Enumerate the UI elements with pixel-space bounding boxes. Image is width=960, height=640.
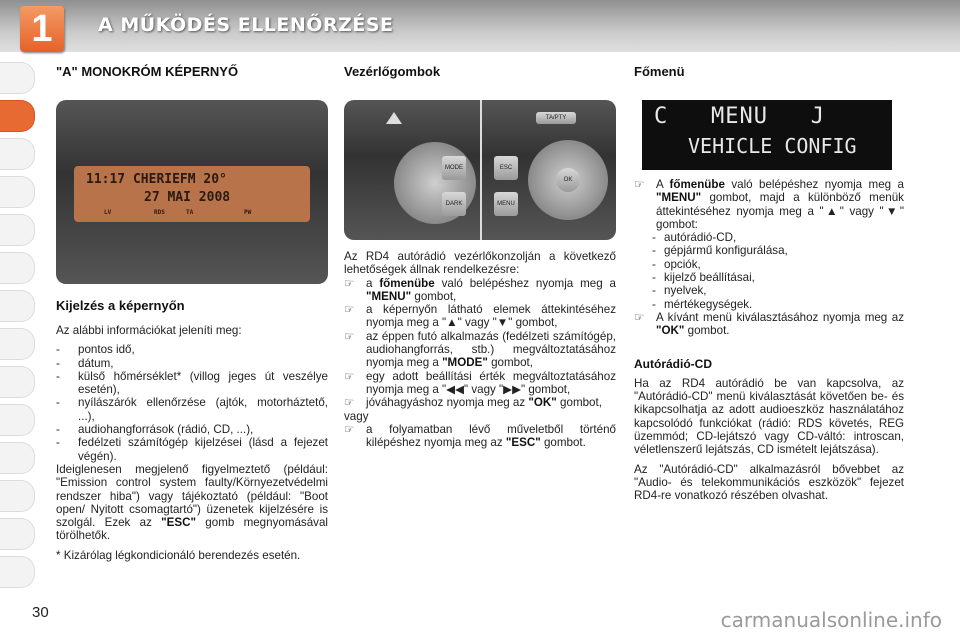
list-item: ☞ az éppen futó alkalmazás (fedélzeti számítógép, audiohangforrás, stb.) megváltoztatásához nyomja meg a "MODE" gombot, — [344, 329, 616, 370]
side-tab[interactable] — [0, 404, 35, 436]
side-tab[interactable] — [0, 252, 35, 284]
hand-pointer-icon: ☞ — [344, 276, 355, 290]
chapter-title: A MŰKÖDÉS ELLENŐRZÉSE — [98, 14, 394, 36]
list-item: - dátum, — [56, 356, 114, 370]
col1-body — [56, 324, 328, 562]
hand-pointer-icon: ☞ — [344, 303, 355, 317]
menu-list-item: - nyelvek, — [652, 284, 707, 298]
esc-button[interactable]: ESC — [494, 156, 518, 180]
watermark: carmanualsonline.info — [720, 608, 942, 632]
side-tab[interactable] — [0, 556, 35, 588]
side-tab[interactable] — [0, 290, 35, 322]
hand-pointer-icon: ☞ — [634, 310, 645, 324]
list-item: ☞ A főmenübe való belépéshez nyomja meg a "MENU" gombot, majd a különböző menük áttekintéséhez nyomja meg a "▲" vagy "▼" gombot: — [634, 178, 904, 231]
list-item: ☞ egy adott beállítási érték megváltoztatásához nyomja meg a "◀◀" vagy "▶▶" gombot, — [344, 369, 616, 396]
hand-pointer-icon: ☞ — [344, 369, 355, 383]
hand-pointer-icon: ☞ — [634, 178, 645, 191]
list-item: - külső hőmérséklet* (villog jeges út veszélye esetén), — [56, 369, 328, 397]
col2-heading: Vezérlőgombok — [344, 64, 441, 79]
footnote: * Kizárólag légkondicionáló berendezés esetén. — [56, 548, 301, 562]
list-item: ☞ a képernyőn látható elemek áttekintéséhez nyomja meg a "▲" vagy "▼" gombot, — [344, 303, 616, 330]
list-item: ☞ a főmenübe való belépéshez nyomja meg a "MENU" gombot, — [344, 276, 616, 303]
intro-text: Az alábbi információkat jeleníti meg: — [56, 324, 242, 337]
hand-pointer-icon: ☞ — [344, 422, 355, 436]
hand-pointer-icon: ☞ — [344, 329, 355, 343]
side-tab[interactable] — [0, 328, 35, 360]
list-item: - audiohangforrások (rádió, CD, ...), — [56, 423, 254, 437]
sub-heading: Autórádió-CD — [634, 356, 712, 371]
dark-button[interactable]: DARK — [442, 192, 466, 216]
menu-lcd-line-1: C MENU J — [654, 104, 825, 129]
side-tab[interactable] — [0, 176, 35, 208]
col3-body — [634, 178, 904, 503]
list-item: - nyílászárók ellenőrzése (ajtók, motorháztető, ...), — [56, 396, 328, 423]
monochrome-display-image — [56, 100, 328, 284]
lcd-indicator: PW — [244, 209, 252, 216]
menu-list-item: - gépjármű konfigurálása, — [652, 244, 788, 258]
lcd-indicator: TA — [186, 209, 194, 216]
list-item: ☞ jóváhagyáshoz nyomja meg az "OK" gombot, — [344, 396, 602, 410]
lcd-display — [74, 166, 310, 222]
list-item: - fedélzeti számítógép kijelzései (lásd a fejezet végén). — [56, 436, 328, 463]
menu-display-image — [642, 100, 892, 170]
side-tab-active[interactable] — [0, 100, 35, 132]
col3-heading: Főmenü — [634, 64, 685, 79]
side-tab[interactable] — [0, 480, 35, 512]
menu-list-item: - mértékegységek. — [652, 297, 753, 311]
ok-button[interactable]: OK — [556, 168, 580, 192]
mode-button[interactable]: MODE — [442, 156, 466, 180]
menu-list-item: - kijelző beállításai, — [652, 271, 755, 285]
side-tab[interactable] — [0, 138, 35, 170]
menu-button[interactable]: MENU — [494, 192, 518, 216]
menu-lcd-line-2: VEHICLE CONFIG — [688, 134, 857, 158]
lcd-line-1: 11:17 CHERIEFM 20° — [86, 172, 227, 187]
page-number: 30 — [32, 604, 49, 621]
col1-heading: "A" MONOKRÓM KÉPERNYŐ — [56, 64, 239, 79]
radio-paragraph: Ha az RD4 autórádió be van kapcsolva, az "Autórádió-CD" menü kiválasztását követően be- és kikapcsolhatja az adott audioeszköz használatához kapcsolódó funkciókat (rádió: RDS követés, REG üzemmód; CD-lejátszó vagy CD-váltó: introscan, véletlenszerű lejátszás, CD ismételt lejátszása). — [634, 376, 904, 457]
lcd-indicator: LV — [104, 209, 112, 216]
lcd-indicator: RDS — [154, 209, 165, 216]
col1-subheading: Kijelzés a képernyőn — [56, 298, 185, 313]
side-tab[interactable] — [0, 442, 35, 474]
or-text: vagy — [344, 409, 369, 423]
side-tab[interactable] — [0, 214, 35, 246]
side-tab[interactable] — [0, 518, 35, 550]
control-panel-image — [344, 100, 616, 240]
col2-body — [344, 250, 616, 449]
side-tab[interactable] — [0, 366, 35, 398]
divider — [480, 100, 482, 240]
hand-pointer-icon: ☞ — [344, 396, 355, 410]
menu-list-item: - opciók, — [652, 257, 701, 271]
ta-pty-button[interactable]: TA/PTY — [536, 112, 576, 124]
reference-paragraph: Az "Autórádió-CD" alkalmazásról bővebbet az "Audio- és telekommunikációs eszközök" fejezet RD4-re vonatkozó részében olvashat. — [634, 462, 904, 503]
intro-text: Az RD4 autórádió vezérlőkonzolján a következő lehetőségek állnak rendelkezésre: — [344, 250, 616, 277]
hazard-icon — [386, 112, 402, 124]
lcd-line-2: 27 MAI 2008 — [144, 190, 231, 205]
list-item: ☞ a folyamatban lévő műveletből történő kilépéshez nyomja meg az "ESC" gombot. — [344, 422, 616, 450]
list-item: ☞ A kívánt menü kiválasztásához nyomja meg az "OK" gombot. — [634, 310, 904, 338]
side-tab[interactable] — [0, 62, 35, 94]
menu-list-item: - autórádió-CD, — [652, 231, 737, 245]
esc-paragraph: Ideiglenesen megjelenő figyelmeztető (például: "Emission control system faulty/Környezetvédelmi rendszer hiba") vagy tájékoztató (például: "Boot open/ Nyitott csomagtartó") üzenetek kijelzésére is szolgál. Ezek az "ESC" gomb megnyomásával törölhetők. — [56, 462, 328, 543]
chapter-badge: 1 — [20, 6, 64, 52]
list-item: - pontos idő, — [56, 343, 135, 357]
